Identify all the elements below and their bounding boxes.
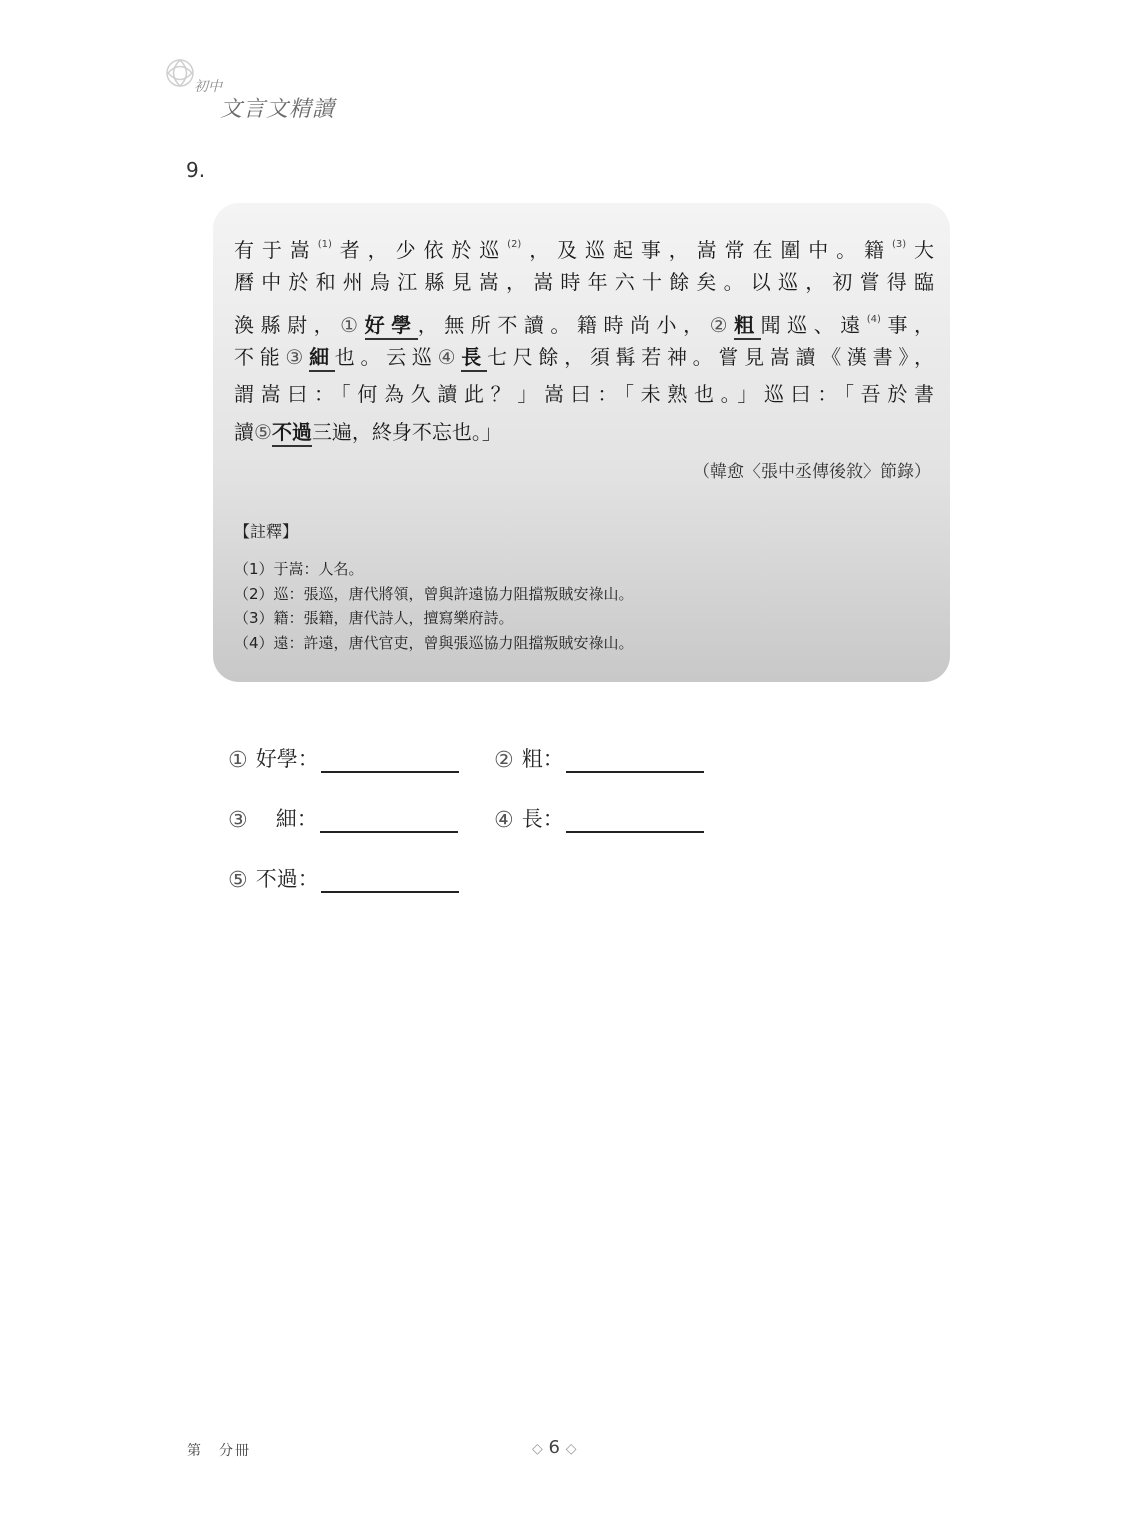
note-marker: (1) — [317, 239, 332, 250]
circled-number: ⑤ — [228, 868, 248, 893]
answer-label: 細： — [275, 807, 318, 831]
passage-text-segment: 聞巡、遠 — [760, 313, 867, 338]
header-title: 文言文精讀 — [220, 97, 336, 122]
diamond-right-icon: ◇ — [565, 1441, 577, 1457]
circled-number: ① — [340, 313, 365, 338]
passage-text-segment: 有于嵩 — [234, 238, 318, 262]
circled-number: ③ — [228, 808, 248, 833]
notes-list — [234, 557, 634, 655]
note-marker: (3) — [891, 239, 907, 250]
answer-blank[interactable] — [320, 805, 458, 833]
keyword-underlined: 不過 — [272, 420, 312, 447]
passage-text-segment: 大 — [906, 238, 935, 262]
passage-text-segment: 讀 — [234, 419, 254, 444]
note-item: （3）籍：張籍，唐代詩人，擅寫樂府詩。 — [234, 609, 514, 627]
footer-volume: 第 分冊 — [187, 1443, 251, 1459]
answer-blank[interactable] — [566, 745, 704, 773]
answer-item — [228, 803, 458, 833]
passage-line — [234, 264, 934, 302]
passage-text-segment: 也。云巡 — [334, 344, 438, 369]
note-marker: (4) — [866, 314, 881, 326]
notes-title: 【註釋】 — [234, 522, 299, 541]
passage-text-segment: 謂嵩曰：「何為久讀此？」嵩曰：「未熟也。」巡曰：「吾於書 — [234, 382, 934, 407]
page-number-value: 6 — [548, 1437, 560, 1458]
passage-line — [234, 226, 934, 264]
page-number — [532, 1437, 576, 1458]
passage-line — [234, 414, 934, 452]
passage-line — [234, 301, 934, 339]
note-item: （1）于嵩：人名。 — [234, 560, 364, 578]
note-item: （4）遠：許遠，唐代官吏，曾與張巡協力阻擋叛賊安祿山。 — [234, 633, 634, 652]
circled-number: ④ — [437, 344, 462, 369]
answer-blank[interactable] — [566, 805, 704, 833]
passage-line — [234, 339, 934, 377]
circled-number: ③ — [285, 344, 310, 369]
answer-item — [494, 803, 704, 833]
question-number: 9. — [186, 158, 206, 182]
circled-number: ④ — [494, 808, 514, 833]
diamond-left-icon: ◇ — [532, 1441, 543, 1457]
keyword-underlined: 長 — [461, 345, 487, 372]
note-item: （2）巡：張巡，唐代將領，曾與許遠協力阻擋叛賊安祿山。 — [234, 584, 634, 603]
passage-text-segment: ，及巡起事，嵩常在圍中。籍 — [521, 238, 892, 262]
answer-label: 長： — [521, 807, 564, 831]
passage-text-segment: 渙縣尉， — [234, 313, 341, 338]
keyword-underlined: 粗 — [734, 313, 761, 340]
answer-item — [228, 863, 459, 893]
passage-text-segment: 七尺餘，須髯若神。嘗見嵩讀《漢書》， — [486, 344, 935, 369]
keyword-underlined: 細 — [309, 345, 335, 372]
answer-blank[interactable] — [321, 865, 459, 893]
passage-text-segment: 三遍，終身不忘也。」 — [311, 419, 502, 444]
passage-text-segment: 曆中於和州烏江縣見嵩，嵩時年六十餘矣。以巡，初嘗得臨 — [234, 269, 934, 294]
passage-line — [234, 376, 934, 414]
passage-text-segment: 事， — [880, 313, 935, 338]
answer-blank[interactable] — [321, 745, 459, 773]
passage-text-segment: ，無所不讀。籍時尚小， — [417, 313, 710, 338]
circled-number: ⑤ — [254, 419, 272, 444]
header-subtitle: 初中 — [194, 79, 222, 95]
keyword-underlined: 好學 — [365, 313, 418, 340]
circled-number: ② — [494, 748, 514, 773]
note-marker: (2) — [507, 239, 522, 250]
answer-item — [228, 743, 459, 773]
passage-text-segment: 者，少依於巡 — [331, 238, 508, 262]
answer-item — [494, 743, 704, 773]
circled-number: ① — [228, 748, 248, 773]
circled-number: ② — [709, 313, 735, 338]
passage-source: （韓愈〈張中丞傳後敘〉節錄） — [693, 462, 931, 482]
passage-text — [234, 226, 934, 452]
answer-label: 好學： — [255, 747, 319, 771]
passage-text-segment: 不能 — [234, 344, 286, 369]
answer-label: 粗： — [521, 747, 564, 771]
answer-label: 不過： — [255, 867, 319, 891]
